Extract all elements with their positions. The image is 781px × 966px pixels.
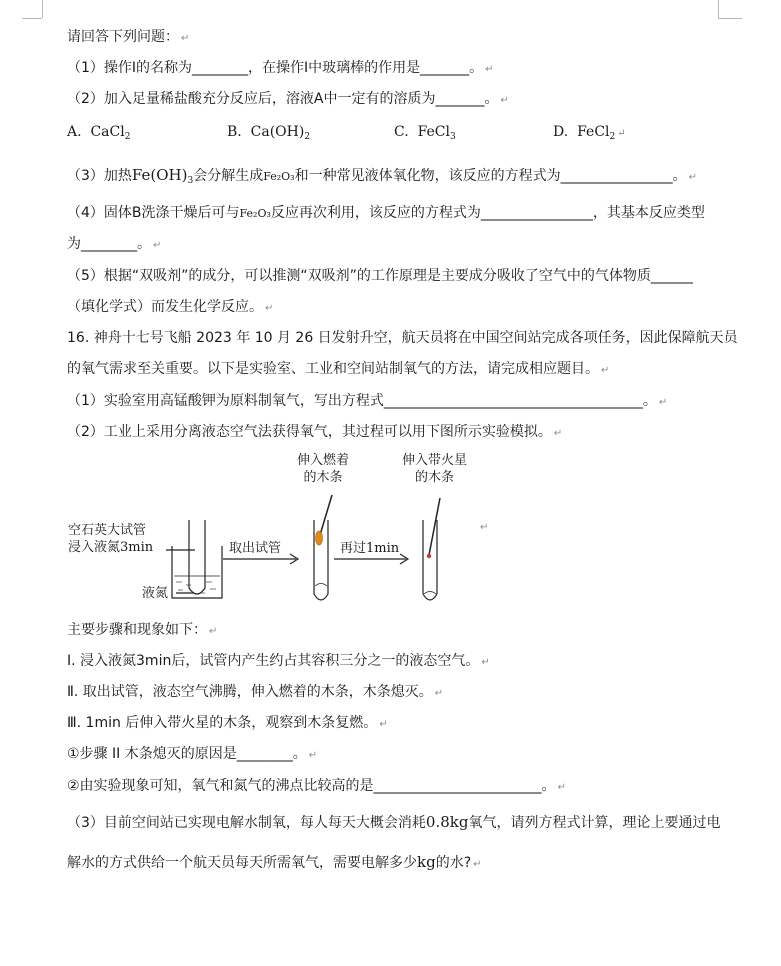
q16-part3-line1: （3）目前空间站已实现电解水制氧，每人每天大概会消耗0.8kg氧气，请列方程式计算，理论上要通过电 xyxy=(67,813,721,831)
figure-arrow1-label: 取出试管 xyxy=(229,541,282,556)
figure-label-liquid-nitrogen: 液氮 xyxy=(142,586,169,601)
tube-glowing xyxy=(423,520,437,600)
figure-para-mark: ↵ xyxy=(480,522,489,533)
crop-mark-top-right-h xyxy=(718,18,742,19)
q16-stem-line1: 16. 神舟十七号飞船 2023 年 10 月 26 日发射升空，航天员将在中国空间站完成各项任务，因此保障航天员 xyxy=(67,330,738,346)
glowing-tip xyxy=(427,554,431,558)
burning-splint xyxy=(320,495,332,535)
crop-mark-top-right xyxy=(718,0,719,18)
q16-part3-line2: 解水的方式供给一个航天员每天所需氧气，需要电解多少kg的水? ↵ xyxy=(67,853,482,871)
figure-arrow2-label: 再过1min xyxy=(340,541,400,556)
q15-part2: （2）加入足量稀盐酸充分反应后，溶液A中一定有的溶质为_______。 ↵ xyxy=(67,91,509,107)
experiment-figure xyxy=(0,448,781,618)
q16-stem-line2: 的氧气需求至关重要。以下是实验室、工业和空间站制氧气的方法，请完成相应题目。 ↵ xyxy=(67,361,610,377)
figure-burning-label: 伸入燃着 的木条 xyxy=(297,453,350,485)
option-c: C. FeCl$_3$ xyxy=(394,124,456,142)
step-1: Ⅰ. 浸入液氮3min后，试管内产生约占其容积三分之一的液态空气。 ↵ xyxy=(67,653,490,669)
question-c2: ②由实验现象可知，氧气和氮气的沸点比较高的是________________________。 ↵ xyxy=(67,778,566,794)
quartz-tube-in-beaker xyxy=(189,520,205,594)
glowing-splint xyxy=(429,498,440,555)
q15-part1: （1）操作Ⅰ的名称为________，在操作Ⅰ中玻璃棒的作用是_______。 ↵ xyxy=(67,60,494,76)
flame xyxy=(316,531,323,545)
q15-part5-line1: （5）根据“双吸剂”的成分，可以推测“双吸剂”的工作原理是主要成分吸收了空气中的气体物质______ xyxy=(67,268,693,284)
steps-title: 主要步骤和现象如下： ↵ xyxy=(67,622,218,638)
option-b: B. $Ca(OH)_2$ xyxy=(227,124,311,142)
q15-part4-line1: （4）固体B洗涤干燥后可与Fe₂O₃反应再次利用，该反应的方程式为________________，其基本反应类型 xyxy=(67,205,705,221)
crop-mark-top-left xyxy=(42,0,43,18)
q16-part1: （1）实验室用高锰酸钾为原料制氧气，写出方程式_____________________________________。 ↵ xyxy=(67,393,668,409)
crop-mark-top-left-h xyxy=(22,18,42,19)
liquid-air-level-2 xyxy=(424,592,436,595)
figure-glowing-label: 伸入带火星 的木条 xyxy=(402,453,468,485)
step-3: Ⅲ. 1min 后伸入带火星的木条，观察到木条复燃。 ↵ xyxy=(67,715,388,731)
step-2: Ⅱ. 取出试管，液态空气沸腾，伸入燃着的木条，木条熄灭。 ↵ xyxy=(67,684,444,700)
figure-drawing xyxy=(0,448,781,618)
question-c1: ①步骤 II 木条熄灭的原因是________。 ↵ xyxy=(67,746,318,762)
q15-options xyxy=(67,124,707,144)
option-a: A. CaCl$_2$ xyxy=(67,124,131,142)
q15-part4-line2: 为________。 ↵ xyxy=(67,236,162,252)
liquid-air-level-1 xyxy=(315,584,327,587)
q15-part5-line2: （填化学式）而发生化学反应。 ↵ xyxy=(67,299,274,315)
intro-line: 请回答下列问题： ↵ xyxy=(67,29,190,45)
figure-label-tube: 空石英大试管 浸入液氮3min xyxy=(68,523,154,555)
option-d: D. FeCl$_2$ ↵ xyxy=(553,124,626,142)
q16-part2: （2）工业上采用分离液态空气法获得氧气，其过程可以用下图所示实验模拟。 ↵ xyxy=(67,424,563,440)
q15-part3: （3）加热$Fe(OH)_3$会分解生成Fe₂O₃和一种常见液体氧化物，该反应的方程式为________________。 ↵ xyxy=(67,166,697,186)
